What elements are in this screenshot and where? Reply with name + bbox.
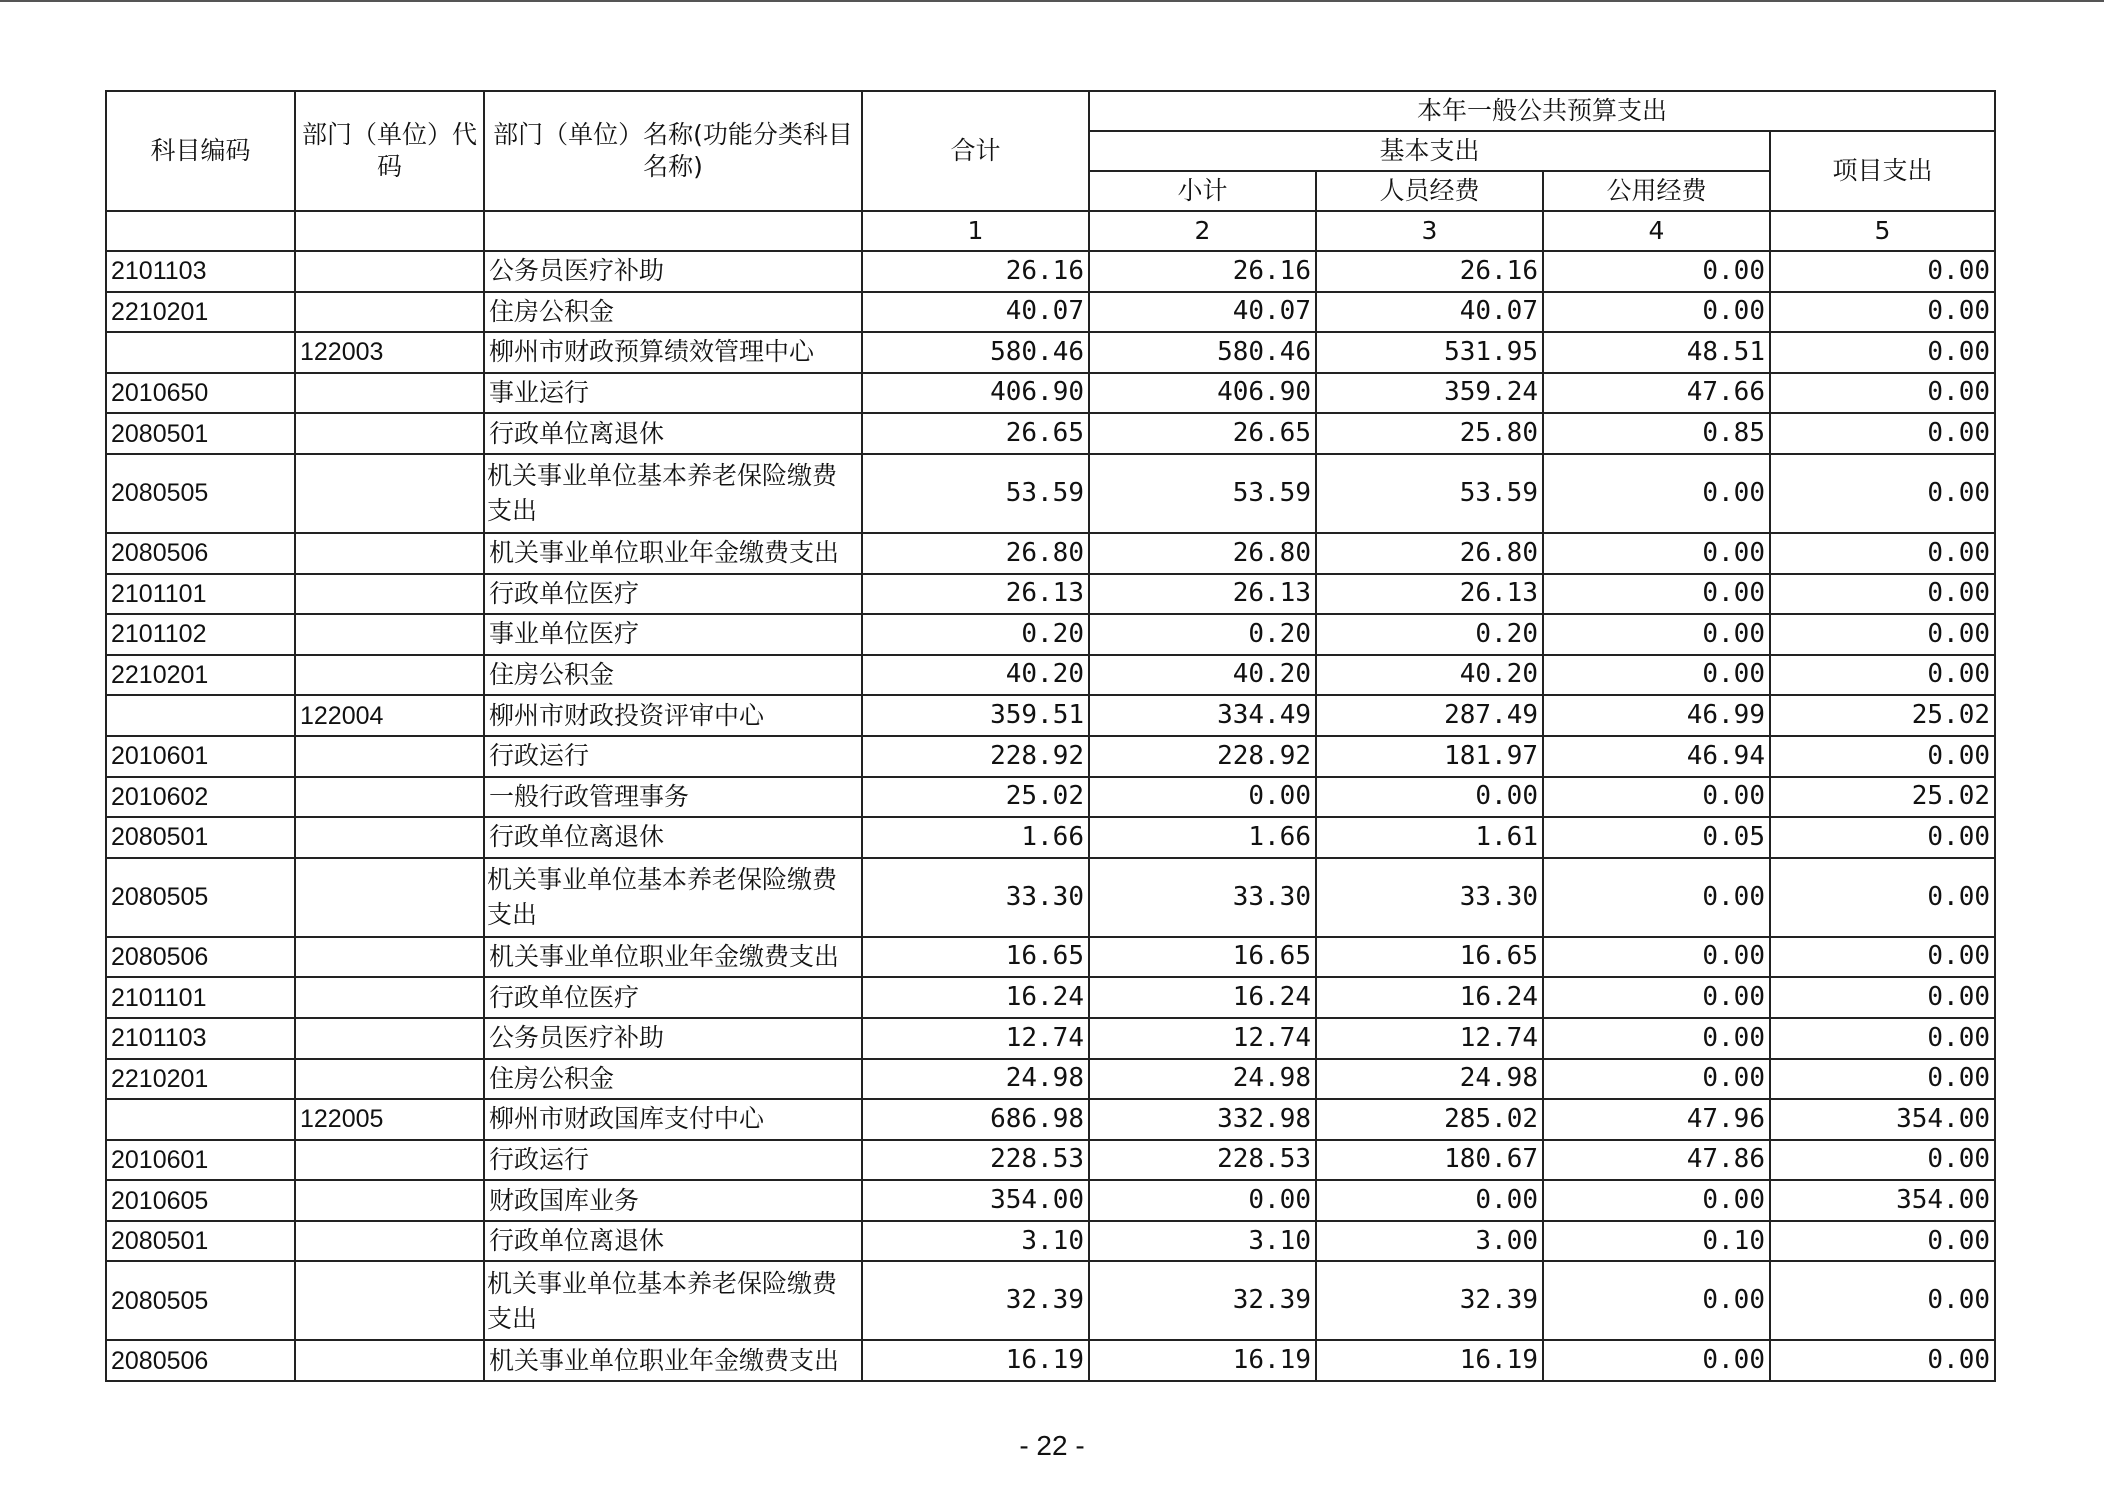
- cell-subtotal: 26.80: [1089, 533, 1316, 574]
- cell-project: 0.00: [1770, 817, 1995, 858]
- cell-subtotal: 16.24: [1089, 977, 1316, 1018]
- cell-project: 0.00: [1770, 292, 1995, 333]
- cell-dept-code: [295, 1221, 484, 1262]
- cell-name: 行政单位医疗: [484, 977, 862, 1018]
- cell-personnel: 53.59: [1316, 454, 1543, 533]
- cell-total: 40.20: [862, 655, 1089, 696]
- cell-dept-code: [295, 937, 484, 978]
- cell-project: 0.00: [1770, 977, 1995, 1018]
- cell-personnel: 0.20: [1316, 614, 1543, 655]
- budget-table: [105, 90, 1996, 1382]
- header-total: 合计: [862, 91, 1089, 211]
- cell-public: 0.00: [1543, 533, 1770, 574]
- cell-name: 柳州市财政国库支付中心: [484, 1099, 862, 1140]
- cell-code: 2101103: [106, 1018, 295, 1059]
- header-personnel: 人员经费: [1316, 171, 1543, 211]
- cell-personnel: 287.49: [1316, 695, 1543, 736]
- cell-name: 行政单位医疗: [484, 574, 862, 615]
- cell-public: 0.00: [1543, 1018, 1770, 1059]
- cell-code: [106, 332, 295, 373]
- table-row: [106, 574, 1995, 615]
- cell-personnel: 26.13: [1316, 574, 1543, 615]
- cell-subtotal: 406.90: [1089, 373, 1316, 414]
- cell-name: 住房公积金: [484, 292, 862, 333]
- cell-subtotal: 228.92: [1089, 736, 1316, 777]
- cell-personnel: 285.02: [1316, 1099, 1543, 1140]
- cell-total: 16.24: [862, 977, 1089, 1018]
- cell-public: 0.00: [1543, 655, 1770, 696]
- cell-public: 0.00: [1543, 1261, 1770, 1340]
- cell-dept-code: 122005: [295, 1099, 484, 1140]
- cell-project: 0.00: [1770, 251, 1995, 292]
- cell-personnel: 16.65: [1316, 937, 1543, 978]
- cell-name: 事业运行: [484, 373, 862, 414]
- cell-name: 机关事业单位职业年金缴费支出: [484, 937, 862, 978]
- table-row: [106, 1140, 1995, 1181]
- cell-public: 47.86: [1543, 1140, 1770, 1181]
- cell-total: 0.20: [862, 614, 1089, 655]
- cell-public: 0.10: [1543, 1221, 1770, 1262]
- cell-dept-code: [295, 454, 484, 533]
- header-dept-code: 部门（单位）代码: [295, 91, 484, 211]
- cell-name: 机关事业单位基本养老保险缴费支出: [484, 858, 862, 937]
- cell-personnel: 32.39: [1316, 1261, 1543, 1340]
- cell-total: 26.80: [862, 533, 1089, 574]
- header-index-4: 4: [1543, 211, 1770, 251]
- table-row: [106, 1261, 1995, 1340]
- cell-subtotal: 334.49: [1089, 695, 1316, 736]
- table-row: [106, 1018, 1995, 1059]
- header-index-3: 3: [1316, 211, 1543, 251]
- table-row: [106, 817, 1995, 858]
- cell-total: 26.16: [862, 251, 1089, 292]
- cell-name: 行政运行: [484, 1140, 862, 1181]
- cell-public: 0.00: [1543, 251, 1770, 292]
- table-row: [106, 1099, 1995, 1140]
- cell-subtotal: 16.19: [1089, 1340, 1316, 1381]
- cell-dept-code: [295, 533, 484, 574]
- cell-code: 2080501: [106, 413, 295, 454]
- table-row: [106, 373, 1995, 414]
- table-row: [106, 454, 1995, 533]
- page-number: - 22 -: [1019, 1430, 1085, 1461]
- header-project: 项目支出: [1770, 131, 1995, 211]
- cell-dept-code: [295, 1140, 484, 1181]
- cell-public: 0.00: [1543, 292, 1770, 333]
- cell-dept-code: [295, 1180, 484, 1221]
- cell-project: 0.00: [1770, 1340, 1995, 1381]
- cell-name: 机关事业单位职业年金缴费支出: [484, 533, 862, 574]
- cell-code: 2101102: [106, 614, 295, 655]
- cell-project: 0.00: [1770, 454, 1995, 533]
- cell-dept-code: 122003: [295, 332, 484, 373]
- cell-total: 26.65: [862, 413, 1089, 454]
- cell-public: 0.00: [1543, 858, 1770, 937]
- cell-name: 住房公积金: [484, 655, 862, 696]
- cell-public: 46.99: [1543, 695, 1770, 736]
- cell-name: 机关事业单位职业年金缴费支出: [484, 1340, 862, 1381]
- cell-project: 0.00: [1770, 1261, 1995, 1340]
- cell-project: 0.00: [1770, 332, 1995, 373]
- cell-public: 48.51: [1543, 332, 1770, 373]
- cell-public: 0.00: [1543, 1059, 1770, 1100]
- cell-dept-code: [295, 292, 484, 333]
- cell-code: 2101101: [106, 574, 295, 615]
- cell-total: 228.53: [862, 1140, 1089, 1181]
- cell-project: 354.00: [1770, 1180, 1995, 1221]
- cell-name: 柳州市财政预算绩效管理中心: [484, 332, 862, 373]
- cell-project: 0.00: [1770, 655, 1995, 696]
- cell-subtotal: 0.00: [1089, 1180, 1316, 1221]
- cell-code: 2010650: [106, 373, 295, 414]
- header-index-blank: [484, 211, 862, 251]
- cell-dept-code: [295, 777, 484, 818]
- cell-subtotal: 26.16: [1089, 251, 1316, 292]
- cell-subtotal: 332.98: [1089, 1099, 1316, 1140]
- cell-name: 行政单位离退休: [484, 413, 862, 454]
- cell-public: 0.00: [1543, 1180, 1770, 1221]
- cell-total: 359.51: [862, 695, 1089, 736]
- cell-name: 公务员医疗补助: [484, 1018, 862, 1059]
- cell-code: 2010601: [106, 1140, 295, 1181]
- cell-public: 0.85: [1543, 413, 1770, 454]
- cell-total: 354.00: [862, 1180, 1089, 1221]
- cell-personnel: 40.20: [1316, 655, 1543, 696]
- cell-code: 2080506: [106, 1340, 295, 1381]
- table-row: [106, 533, 1995, 574]
- table-row: [106, 332, 1995, 373]
- cell-total: 1.66: [862, 817, 1089, 858]
- cell-project: 0.00: [1770, 1140, 1995, 1181]
- cell-name: 一般行政管理事务: [484, 777, 862, 818]
- table-row: [106, 736, 1995, 777]
- header-basic-title: 基本支出: [1089, 131, 1770, 171]
- header-index-5: 5: [1770, 211, 1995, 251]
- cell-personnel: 26.80: [1316, 533, 1543, 574]
- cell-total: 12.74: [862, 1018, 1089, 1059]
- cell-personnel: 3.00: [1316, 1221, 1543, 1262]
- cell-code: 2101101: [106, 977, 295, 1018]
- cell-dept-code: [295, 1018, 484, 1059]
- header-index-blank: [295, 211, 484, 251]
- cell-personnel: 1.61: [1316, 817, 1543, 858]
- cell-project: 0.00: [1770, 614, 1995, 655]
- cell-subtotal: 40.07: [1089, 292, 1316, 333]
- cell-code: 2080505: [106, 858, 295, 937]
- cell-total: 25.02: [862, 777, 1089, 818]
- cell-project: 0.00: [1770, 1059, 1995, 1100]
- top-border-line: [0, 0, 2104, 2]
- cell-project: 25.02: [1770, 695, 1995, 736]
- cell-name: 机关事业单位基本养老保险缴费支出: [484, 454, 862, 533]
- cell-public: 0.00: [1543, 574, 1770, 615]
- cell-dept-code: [295, 977, 484, 1018]
- cell-personnel: 531.95: [1316, 332, 1543, 373]
- cell-project: 25.02: [1770, 777, 1995, 818]
- cell-code: 2080501: [106, 817, 295, 858]
- cell-name: 行政单位离退休: [484, 817, 862, 858]
- cell-personnel: 16.19: [1316, 1340, 1543, 1381]
- cell-total: 53.59: [862, 454, 1089, 533]
- table-row: [106, 1340, 1995, 1381]
- cell-subtotal: 26.13: [1089, 574, 1316, 615]
- cell-personnel: 16.24: [1316, 977, 1543, 1018]
- cell-personnel: 0.00: [1316, 1180, 1543, 1221]
- header-code: 科目编码: [106, 91, 295, 211]
- cell-code: 2010605: [106, 1180, 295, 1221]
- cell-total: 32.39: [862, 1261, 1089, 1340]
- table-row: [106, 292, 1995, 333]
- cell-total: 16.19: [862, 1340, 1089, 1381]
- cell-code: 2010601: [106, 736, 295, 777]
- cell-subtotal: 33.30: [1089, 858, 1316, 937]
- cell-name: 机关事业单位基本养老保险缴费支出: [484, 1261, 862, 1340]
- cell-public: 47.66: [1543, 373, 1770, 414]
- cell-name: 住房公积金: [484, 1059, 862, 1100]
- header-subtotal: 小计: [1089, 171, 1316, 211]
- cell-public: 0.00: [1543, 977, 1770, 1018]
- cell-dept-code: [295, 858, 484, 937]
- cell-public: 0.00: [1543, 937, 1770, 978]
- cell-dept-code: [295, 614, 484, 655]
- cell-total: 16.65: [862, 937, 1089, 978]
- cell-project: 354.00: [1770, 1099, 1995, 1140]
- cell-dept-code: [295, 1340, 484, 1381]
- cell-subtotal: 0.00: [1089, 777, 1316, 818]
- cell-name: 公务员医疗补助: [484, 251, 862, 292]
- cell-personnel: 25.80: [1316, 413, 1543, 454]
- cell-public: 0.00: [1543, 1340, 1770, 1381]
- cell-code: 2210201: [106, 292, 295, 333]
- cell-personnel: 0.00: [1316, 777, 1543, 818]
- cell-subtotal: 0.20: [1089, 614, 1316, 655]
- table-row: [106, 858, 1995, 937]
- table-row: [106, 1059, 1995, 1100]
- cell-code: 2080505: [106, 454, 295, 533]
- cell-dept-code: [295, 736, 484, 777]
- table-row: [106, 413, 1995, 454]
- cell-total: 406.90: [862, 373, 1089, 414]
- cell-public: 0.00: [1543, 777, 1770, 818]
- cell-project: 0.00: [1770, 736, 1995, 777]
- cell-personnel: 359.24: [1316, 373, 1543, 414]
- cell-personnel: 12.74: [1316, 1018, 1543, 1059]
- cell-name: 事业单位医疗: [484, 614, 862, 655]
- cell-code: 2210201: [106, 655, 295, 696]
- cell-dept-code: 122004: [295, 695, 484, 736]
- cell-name: 行政单位离退休: [484, 1221, 862, 1262]
- cell-total: 40.07: [862, 292, 1089, 333]
- cell-dept-code: [295, 1261, 484, 1340]
- table-row: [106, 251, 1995, 292]
- cell-total: 24.98: [862, 1059, 1089, 1100]
- cell-project: 0.00: [1770, 937, 1995, 978]
- cell-public: 0.00: [1543, 454, 1770, 533]
- cell-personnel: 180.67: [1316, 1140, 1543, 1181]
- table-row: [106, 937, 1995, 978]
- cell-subtotal: 26.65: [1089, 413, 1316, 454]
- table-row: [106, 977, 1995, 1018]
- cell-project: 0.00: [1770, 1221, 1995, 1262]
- cell-subtotal: 1.66: [1089, 817, 1316, 858]
- cell-code: [106, 695, 295, 736]
- cell-total: 33.30: [862, 858, 1089, 937]
- cell-total: 580.46: [862, 332, 1089, 373]
- cell-code: 2010602: [106, 777, 295, 818]
- cell-dept-code: [295, 413, 484, 454]
- cell-code: 2101103: [106, 251, 295, 292]
- cell-dept-code: [295, 574, 484, 615]
- cell-project: 0.00: [1770, 413, 1995, 454]
- table-row: [106, 1180, 1995, 1221]
- cell-total: 686.98: [862, 1099, 1089, 1140]
- header-index-1: 1: [862, 211, 1089, 251]
- table-row: [106, 695, 1995, 736]
- cell-code: 2080506: [106, 937, 295, 978]
- header-group-title: 本年一般公共预算支出: [1089, 91, 1995, 131]
- cell-total: 228.92: [862, 736, 1089, 777]
- table-row: [106, 777, 1995, 818]
- cell-dept-code: [295, 1059, 484, 1100]
- cell-public: 46.94: [1543, 736, 1770, 777]
- header-index-blank: [106, 211, 295, 251]
- cell-subtotal: 580.46: [1089, 332, 1316, 373]
- cell-code: 2080505: [106, 1261, 295, 1340]
- table-body: [106, 251, 1995, 1381]
- cell-personnel: 181.97: [1316, 736, 1543, 777]
- cell-public: 0.00: [1543, 614, 1770, 655]
- cell-public: 0.05: [1543, 817, 1770, 858]
- cell-subtotal: 16.65: [1089, 937, 1316, 978]
- cell-code: [106, 1099, 295, 1140]
- cell-project: 0.00: [1770, 533, 1995, 574]
- cell-personnel: 26.16: [1316, 251, 1543, 292]
- cell-personnel: 40.07: [1316, 292, 1543, 333]
- cell-subtotal: 32.39: [1089, 1261, 1316, 1340]
- header-dept-name: 部门（单位）名称(功能分类科目名称): [484, 91, 862, 211]
- cell-subtotal: 3.10: [1089, 1221, 1316, 1262]
- cell-total: 3.10: [862, 1221, 1089, 1262]
- cell-name: 柳州市财政投资评审中心: [484, 695, 862, 736]
- cell-dept-code: [295, 373, 484, 414]
- cell-subtotal: 12.74: [1089, 1018, 1316, 1059]
- cell-name: 行政运行: [484, 736, 862, 777]
- cell-subtotal: 53.59: [1089, 454, 1316, 533]
- cell-project: 0.00: [1770, 858, 1995, 937]
- cell-dept-code: [295, 655, 484, 696]
- cell-personnel: 24.98: [1316, 1059, 1543, 1100]
- cell-code: 2080501: [106, 1221, 295, 1262]
- cell-project: 0.00: [1770, 574, 1995, 615]
- header-index-2: 2: [1089, 211, 1316, 251]
- header-public: 公用经费: [1543, 171, 1770, 211]
- cell-total: 26.13: [862, 574, 1089, 615]
- cell-subtotal: 24.98: [1089, 1059, 1316, 1100]
- table-header: [106, 91, 1995, 251]
- cell-code: 2080506: [106, 533, 295, 574]
- table-row: [106, 655, 1995, 696]
- table-row: [106, 1221, 1995, 1262]
- table-row: [106, 614, 1995, 655]
- cell-personnel: 33.30: [1316, 858, 1543, 937]
- cell-subtotal: 228.53: [1089, 1140, 1316, 1181]
- cell-dept-code: [295, 251, 484, 292]
- cell-public: 47.96: [1543, 1099, 1770, 1140]
- cell-subtotal: 40.20: [1089, 655, 1316, 696]
- cell-name: 财政国库业务: [484, 1180, 862, 1221]
- cell-project: 0.00: [1770, 1018, 1995, 1059]
- cell-dept-code: [295, 817, 484, 858]
- cell-code: 2210201: [106, 1059, 295, 1100]
- cell-project: 0.00: [1770, 373, 1995, 414]
